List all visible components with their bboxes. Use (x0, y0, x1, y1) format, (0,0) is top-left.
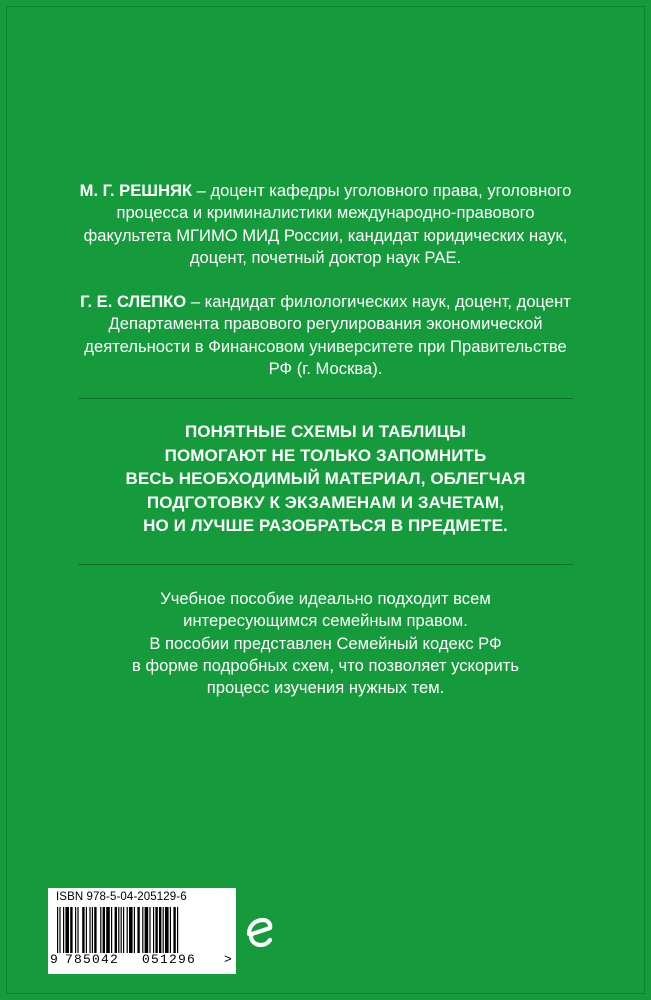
barcode-group-left: 785042 (65, 952, 120, 967)
author-description: – кандидат филологических наук, доцент, доцент Департамента правового регулирования экономической деятельности в Финансовом университете при Правительстве РФ (г. Москва). (84, 292, 571, 378)
slogan-line: ПОНЯТНЫЕ СХЕМЫ И ТАБЛИЦЫ (184, 422, 467, 441)
author-name: Г. Е. СЛЕПКО (80, 292, 187, 311)
divider-bottom (78, 564, 573, 565)
barcode-bars (56, 907, 226, 953)
book-blurb (78, 588, 573, 699)
eksmo-e-logo-icon (243, 915, 273, 949)
slogan-line: НО И ЛУЧШЕ РАЗОБРАТЬСЯ В ПРЕДМЕТЕ. (143, 516, 508, 535)
barcode-first-digit: 9 (50, 952, 60, 967)
blurb-line: Учебное пособие идеально подходит всем (160, 589, 491, 608)
blurb-line: процесс изучения нужных тем. (206, 678, 445, 698)
slogan (78, 420, 573, 538)
divider-top (78, 398, 573, 399)
blurb-line: интересующимся семейным правом. (183, 611, 468, 631)
blurb-line: В пособии представлен Семейный кодекс РФ (149, 633, 502, 653)
author-name: М. Г. РЕШНЯК (79, 181, 193, 200)
author-description: – доцент кафедры уголовного права, уголовного процесса и криминалистики международно-правового факультета МГИМО МИД России, кандидат юридических наук, доцент, почетный доктор наук РАЕ. (83, 181, 572, 267)
author-bio-reshnyak (78, 180, 573, 269)
author-bio-slepko (78, 291, 573, 380)
slogan-line: ПОДГОТОВКУ К ЭКЗАМЕНАМ И ЗАЧЕТАМ, (146, 492, 505, 512)
blurb-line: в форме подробных схем, что позволяет ускорить (132, 655, 519, 675)
isbn-number: ISBN 978-5-04-205129-6 (56, 891, 187, 903)
slogan-line: ВЕСЬ НЕОБХОДИМЫЙ МАТЕРИАЛ, ОБЛЕГЧАЯ (125, 469, 526, 488)
barcode-group-right: 051296 (142, 952, 197, 967)
barcode-quiet-zone-mark: > (224, 952, 234, 967)
slogan-line: ПОМОГАЮТ НЕ ТОЛЬКО ЗАПОМНИТЬ (164, 445, 487, 465)
isbn-barcode (48, 888, 236, 974)
